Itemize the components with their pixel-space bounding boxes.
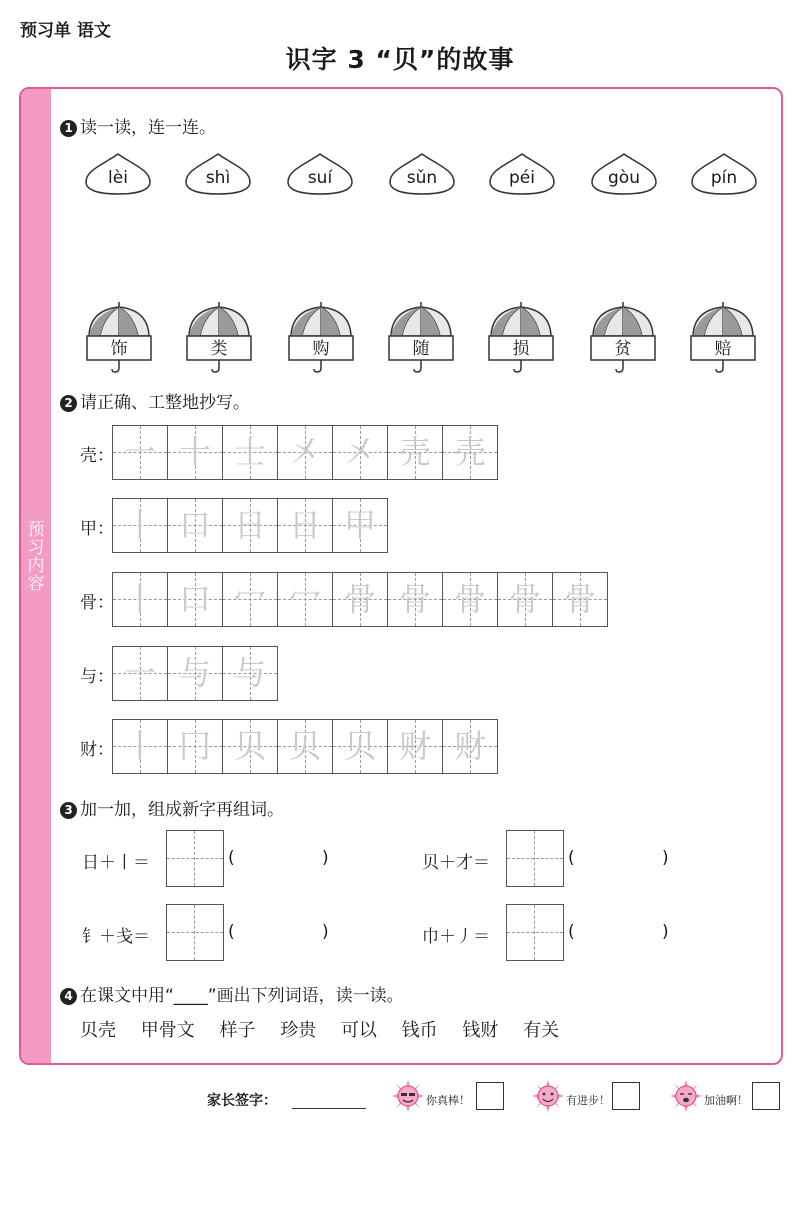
close-paren: )	[322, 922, 329, 942]
umbrella-char: 贫	[614, 339, 632, 359]
umbrella-char: 购	[312, 339, 330, 359]
reward-checkbox[interactable]	[612, 1082, 640, 1110]
q3-title	[60, 795, 284, 820]
umbrella-card[interactable]	[590, 302, 656, 374]
writing-cell[interactable]	[113, 573, 168, 626]
stroke-trace: 一	[123, 433, 156, 471]
pinyin-bubble[interactable]	[488, 152, 556, 196]
combo-expression: 日＋丨＝	[82, 853, 150, 873]
pinyin-bubble[interactable]	[184, 152, 252, 196]
stroke-trace: 日	[233, 506, 266, 544]
writing-cell[interactable]	[278, 573, 333, 626]
writing-cell[interactable]	[223, 499, 278, 552]
side-char: 习	[27, 538, 45, 558]
word-item: 甲骨文	[140, 1020, 195, 1041]
umbrella-char: 赔	[714, 339, 732, 359]
writing-cell[interactable]	[113, 647, 168, 700]
writing-grid	[112, 498, 388, 553]
combo-item	[82, 830, 342, 888]
q1-title-text: 读一读，连一连。	[80, 118, 216, 138]
stroke-trace: 骨	[453, 580, 486, 618]
stroke-trace: 一	[123, 654, 156, 692]
stroke-trace: 贝	[288, 727, 321, 765]
stroke-trace: 骨	[563, 580, 596, 618]
stroke-trace: 与	[178, 654, 211, 692]
pinyin-text: pín	[710, 168, 738, 188]
q2-title-text: 请正确、工整地抄写。	[80, 393, 250, 413]
pinyin-text: suí	[307, 168, 333, 188]
stroke-trace: 财	[453, 727, 486, 765]
combo-item	[422, 830, 682, 888]
writing-cell[interactable]	[553, 573, 608, 626]
writing-cell[interactable]	[113, 720, 168, 773]
stroke-trace: 丨	[123, 580, 156, 618]
umbrella-card[interactable]	[388, 302, 454, 374]
stroke-trace: 日	[288, 506, 321, 544]
umbrella-char: 损	[512, 339, 530, 359]
writing-cell[interactable]	[168, 573, 223, 626]
writing-cell[interactable]	[278, 720, 333, 773]
writing-cell[interactable]	[333, 426, 388, 479]
stroke-trace: 冖	[233, 580, 266, 618]
pinyin-bubble[interactable]	[286, 152, 354, 196]
stroke-trace: 与	[233, 654, 266, 692]
reward-progress	[532, 1080, 646, 1114]
pinyin-bubble[interactable]	[590, 152, 658, 196]
q3-title-text: 加一加，组成新字再组词。	[80, 800, 284, 820]
copy-row-label: 甲：	[80, 519, 114, 539]
stroke-trace: 士	[233, 433, 266, 471]
side-strip-label	[21, 521, 51, 593]
combo-expression: 贝＋才＝	[422, 853, 490, 873]
answer-box[interactable]	[166, 830, 224, 887]
writing-cell[interactable]	[168, 647, 223, 700]
stroke-trace: 贝	[343, 727, 376, 765]
sun-face-icon	[670, 1080, 702, 1112]
side-char: 容	[27, 574, 45, 594]
writing-cell[interactable]	[168, 499, 223, 552]
copy-row-label: 壳：	[80, 446, 114, 466]
writing-cell[interactable]	[333, 499, 388, 552]
stroke-trace: 冂	[178, 727, 211, 765]
word-item: 贝壳	[80, 1020, 116, 1041]
writing-cell[interactable]	[223, 426, 278, 479]
writing-cell[interactable]	[223, 573, 278, 626]
q4-number: 4	[60, 988, 77, 1005]
pinyin-text: gòu	[608, 168, 640, 188]
reward-great	[392, 1080, 506, 1114]
writing-cell[interactable]	[333, 573, 388, 626]
word-item: 可以	[340, 1020, 377, 1041]
stroke-trace: 十	[178, 433, 211, 471]
open-paren: (	[568, 848, 575, 868]
umbrella-card[interactable]	[288, 302, 354, 374]
writing-cell[interactable]	[223, 647, 278, 700]
writing-cell[interactable]	[333, 720, 388, 773]
combo-item	[82, 904, 342, 962]
umbrella-card[interactable]	[690, 302, 756, 374]
writing-cell[interactable]	[113, 499, 168, 552]
parent-signature-label: 家长签字：	[207, 1093, 277, 1109]
writing-grid	[112, 719, 498, 774]
side-char: 预	[27, 520, 45, 540]
stroke-trace: 㐅	[288, 433, 321, 471]
umbrella-char: 类	[210, 339, 228, 359]
copy-row-label: 财：	[80, 740, 114, 760]
q2-number: 2	[60, 395, 77, 412]
answer-box[interactable]	[506, 904, 564, 961]
writing-cell[interactable]	[278, 426, 333, 479]
side-strip	[21, 89, 51, 1063]
writing-cell[interactable]	[443, 720, 498, 773]
word-item: 钱财	[462, 1020, 499, 1041]
answer-box[interactable]	[166, 904, 224, 961]
q2-title	[60, 388, 250, 413]
pinyin-text: sǔn	[406, 168, 438, 188]
umbrella-char: 饰	[110, 339, 128, 359]
umbrella-card[interactable]	[186, 302, 252, 374]
pinyin-text: shì	[205, 168, 231, 188]
writing-cell[interactable]	[168, 720, 223, 773]
q4-title-text: 在课文中用“____”画出下列词语，读一读。	[80, 986, 404, 1006]
stroke-trace: 㐅	[343, 433, 376, 471]
stroke-trace: 口	[178, 506, 211, 544]
q1-title	[60, 113, 216, 138]
combo-expression: 钅＋戋＝	[82, 927, 150, 947]
reward-text: 你真棒！	[426, 1094, 470, 1107]
signature-line[interactable]	[292, 1108, 366, 1109]
copy-row-label: 与：	[80, 667, 114, 687]
word-list	[80, 1016, 578, 1042]
stroke-trace: 壳	[453, 433, 486, 471]
reward-text: 有进步！	[566, 1094, 610, 1107]
copy-row-label: 骨：	[80, 593, 114, 613]
close-paren: )	[322, 848, 329, 868]
writing-cell[interactable]	[443, 573, 498, 626]
stroke-trace: 甲	[343, 506, 376, 544]
pinyin-bubble[interactable]	[84, 152, 152, 196]
word-item: 样子	[219, 1020, 256, 1041]
reward-keep-going	[670, 1080, 784, 1114]
combo-expression: 巾＋丿＝	[422, 927, 490, 947]
stroke-trace: 壳	[398, 433, 431, 471]
writing-cell[interactable]	[168, 426, 223, 479]
umbrella-card[interactable]	[488, 302, 554, 374]
q4-title	[60, 981, 404, 1006]
q3-number: 3	[60, 802, 77, 819]
writing-grid	[112, 425, 498, 480]
close-paren: )	[662, 848, 669, 868]
stroke-trace: 冖	[288, 580, 321, 618]
page-title: 识字 3 “贝”的故事	[285, 45, 515, 74]
pinyin-text: lèi	[108, 168, 128, 188]
writing-cell[interactable]	[388, 720, 443, 773]
writing-cell[interactable]	[443, 426, 498, 479]
word-item: 有关	[523, 1020, 560, 1041]
q1-number: 1	[60, 120, 77, 137]
sun-face-icon	[392, 1080, 424, 1112]
stroke-trace: 骨	[343, 580, 376, 618]
reward-text: 加油啊！	[704, 1094, 748, 1107]
close-paren: )	[662, 922, 669, 942]
writing-cell[interactable]	[498, 573, 553, 626]
stroke-trace: 贝	[233, 727, 266, 765]
writing-cell[interactable]	[113, 426, 168, 479]
pinyin-text: péi	[509, 168, 535, 188]
stroke-trace: 丨	[123, 506, 156, 544]
open-paren: (	[568, 922, 575, 942]
header-label: 预习单 语文	[20, 21, 111, 41]
stroke-trace: 丨	[123, 727, 156, 765]
umbrella-char: 随	[412, 339, 430, 359]
open-paren: (	[228, 922, 235, 942]
stroke-trace: 骨	[508, 580, 541, 618]
writing-cell[interactable]	[223, 720, 278, 773]
umbrella-card[interactable]	[86, 302, 152, 374]
writing-cell[interactable]	[388, 573, 443, 626]
word-item: 珍贵	[280, 1020, 317, 1041]
sun-face-icon	[532, 1080, 564, 1112]
combo-item	[422, 904, 682, 962]
reward-checkbox[interactable]	[476, 1082, 504, 1110]
pinyin-bubble[interactable]	[388, 152, 456, 196]
reward-checkbox[interactable]	[752, 1082, 780, 1110]
writing-cell[interactable]	[278, 499, 333, 552]
writing-cell[interactable]	[388, 426, 443, 479]
answer-box[interactable]	[506, 830, 564, 887]
writing-grid	[112, 646, 278, 701]
stroke-trace: 骨	[398, 580, 431, 618]
writing-grid	[112, 572, 608, 627]
stroke-trace: 财	[398, 727, 431, 765]
pinyin-bubble[interactable]	[690, 152, 758, 196]
word-item: 钱币	[401, 1020, 438, 1041]
side-char: 内	[27, 556, 45, 576]
stroke-trace: 口	[178, 580, 211, 618]
open-paren: (	[228, 848, 235, 868]
